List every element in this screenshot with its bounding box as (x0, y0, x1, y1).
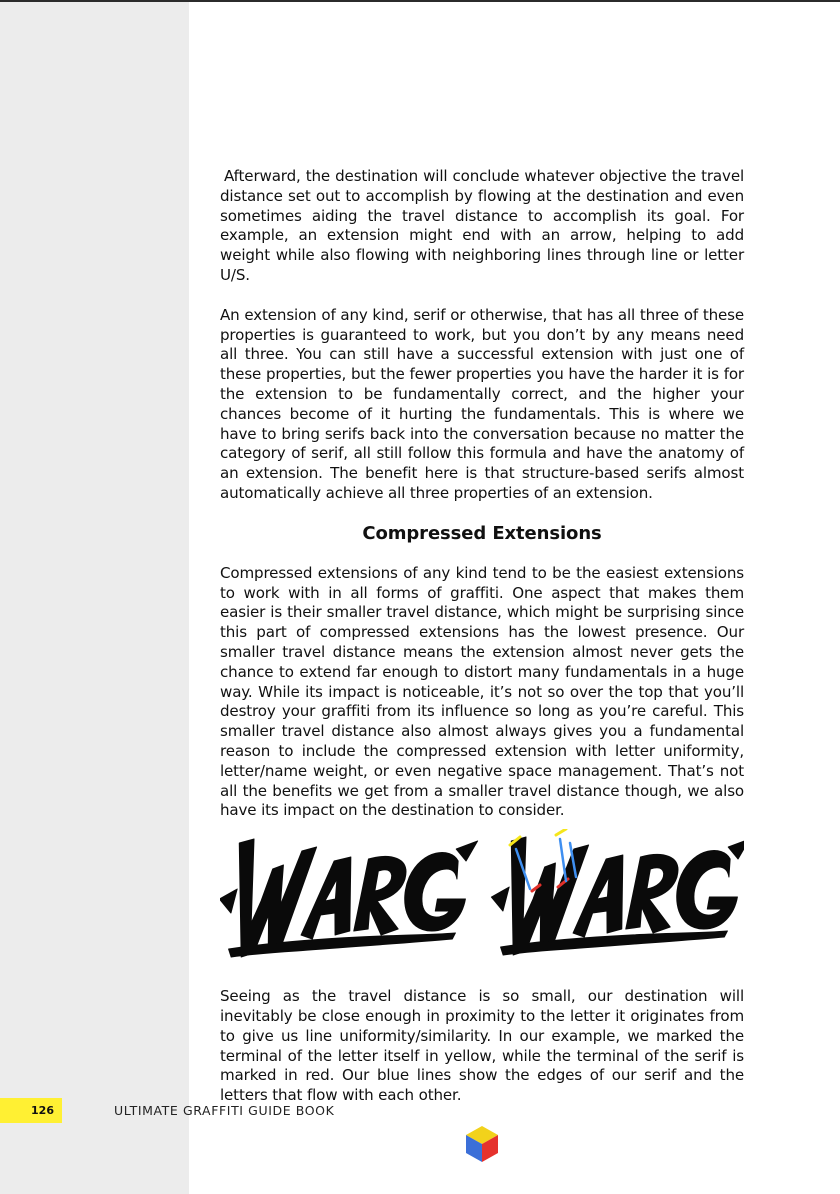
graffiti-figure (220, 829, 744, 983)
page-number-badge (0, 1098, 62, 1123)
cube-logo-icon (464, 1124, 500, 1164)
paragraph-compressed-extensions: Compressed extensions of any kind tend to be the easiest extensions to work with in all forms of graffiti. One aspect that makes them easier is their smaller travel distance, which might be surprising since this part of compressed extensions has the lowest presence. Our smaller travel distance means the extension almost never gets the chance to extend far enough to distort many fundamentals in a huge way. While its impact is noticeable, it’s not so over the top that you’ll destroy your graffiti from its influence so long as you’re careful. This smaller travel distance also almost always gives you a fundamental reason to include the compressed extension with letter uniformity, letter/name weight, or even negative space management. That’s not all the benefits we get from a smaller travel distance though, we also have its impact on the destination to consider. (220, 563, 744, 820)
paragraph-travel-distance: Seeing as the travel distance is so small, our destination will inevitably be close enough in proximity to the letter it originates from to give us line uniformity/similarity. In our example, we marked the terminal of the letter itself in yellow, while the terminal of the serif is marked in red. Our blue lines show the edges of our serif and the letters that flow with each other. (220, 987, 744, 1105)
paragraph-extension-properties: An extension of any kind, serif or otherwise, that has all three of these properties is guaranteed to work, but you don’t by any means need all three. You can still have a successful extension with just one of these properties, but the fewer properties you have the harder it is for the extension to be fundamentally correct, and the higher your chances become of it hurting the fundamentals. This is where we have to bring serifs back into the conversation because no matter the category of serif, all still follow this formula and have the anatomy of an extension. The benefit here is that structure-based serifs almost automatically achieve all three properties of an extension. (220, 305, 744, 502)
book-title: ULTIMATE GRAFFITI GUIDE BOOK (114, 1103, 335, 1118)
letter-terminal-mark (556, 829, 566, 835)
left-margin-panel (0, 2, 189, 1194)
section-heading: Compressed Extensions (362, 522, 602, 544)
graffiti-illustrations (220, 829, 744, 983)
serif-edge-line (560, 839, 566, 881)
page-number: 126 (31, 1104, 54, 1117)
warg-tag-plain (220, 839, 478, 957)
paragraph-destination: Afterward, the destination will conclude whatever objective the travel distance set out to accomplish by flowing at the destination and even sometimes aiding the travel distance to accomplish its goal. For example, an extension might end with an arrow, helping to add weight while also flowing with neighboring lines through line or letter U/S. (220, 167, 744, 284)
warg-tag-annotated (481, 829, 744, 955)
page-content (220, 167, 744, 1106)
